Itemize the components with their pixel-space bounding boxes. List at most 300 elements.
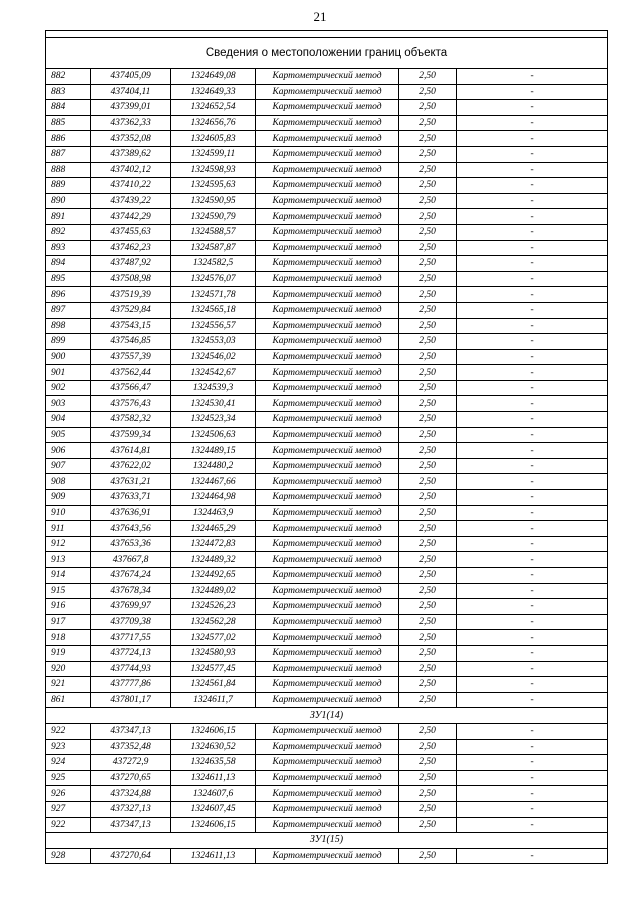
x-coordinate-cell: 437399,01 xyxy=(91,100,171,116)
method-cell: Картометрический метод xyxy=(256,614,399,630)
point-number-cell: 928 xyxy=(46,848,91,864)
point-number-cell: 890 xyxy=(46,193,91,209)
method-cell: Картометрический метод xyxy=(256,115,399,131)
table-row xyxy=(46,302,608,318)
table-row xyxy=(46,396,608,412)
description-cell: - xyxy=(457,271,608,287)
point-number-cell: 911 xyxy=(46,521,91,537)
table-row xyxy=(46,427,608,443)
precision-cell: 2,50 xyxy=(399,848,457,864)
y-coordinate-cell: 1324611,13 xyxy=(171,770,256,786)
description-cell: - xyxy=(457,458,608,474)
x-coordinate-cell: 437410,22 xyxy=(91,178,171,194)
description-cell: - xyxy=(457,396,608,412)
point-number-cell: 899 xyxy=(46,334,91,350)
table-row xyxy=(46,552,608,568)
x-coordinate-cell: 437352,48 xyxy=(91,739,171,755)
method-cell: Картометрический метод xyxy=(256,146,399,162)
point-number-cell: 907 xyxy=(46,458,91,474)
y-coordinate-cell: 1324526,23 xyxy=(171,599,256,615)
x-coordinate-cell: 437643,56 xyxy=(91,521,171,537)
method-cell: Картометрический метод xyxy=(256,224,399,240)
y-coordinate-cell: 1324546,02 xyxy=(171,349,256,365)
precision-cell: 2,50 xyxy=(399,115,457,131)
table-row xyxy=(46,178,608,194)
x-coordinate-cell: 437744,93 xyxy=(91,661,171,677)
precision-cell: 2,50 xyxy=(399,427,457,443)
precision-cell: 2,50 xyxy=(399,614,457,630)
precision-cell: 2,50 xyxy=(399,692,457,708)
description-cell: - xyxy=(457,614,608,630)
point-number-cell: 905 xyxy=(46,427,91,443)
description-cell: - xyxy=(457,755,608,771)
method-cell: Картометрический метод xyxy=(256,521,399,537)
precision-cell: 2,50 xyxy=(399,755,457,771)
x-coordinate-cell: 437614,81 xyxy=(91,443,171,459)
precision-cell: 2,50 xyxy=(399,69,457,85)
point-number-cell: 886 xyxy=(46,131,91,147)
point-number-cell: 916 xyxy=(46,599,91,615)
y-coordinate-cell: 1324606,15 xyxy=(171,723,256,739)
table-row xyxy=(46,755,608,771)
precision-cell: 2,50 xyxy=(399,287,457,303)
table-row xyxy=(46,599,608,615)
x-coordinate-cell: 437272,9 xyxy=(91,755,171,771)
description-cell: - xyxy=(457,162,608,178)
y-coordinate-cell: 1324556,57 xyxy=(171,318,256,334)
table-title: Сведения о местоположении границ объекта xyxy=(46,38,608,69)
precision-cell: 2,50 xyxy=(399,318,457,334)
point-number-cell: 883 xyxy=(46,84,91,100)
method-cell: Картометрический метод xyxy=(256,84,399,100)
x-coordinate-cell: 437462,23 xyxy=(91,240,171,256)
y-coordinate-cell: 1324588,57 xyxy=(171,224,256,240)
precision-cell: 2,50 xyxy=(399,380,457,396)
method-cell: Картометрический метод xyxy=(256,100,399,116)
y-coordinate-cell: 1324463,9 xyxy=(171,505,256,521)
table-row xyxy=(46,458,608,474)
x-coordinate-cell: 437674,24 xyxy=(91,568,171,584)
method-cell: Картометрический метод xyxy=(256,318,399,334)
description-cell: - xyxy=(457,630,608,646)
table-row xyxy=(46,630,608,646)
y-coordinate-cell: 1324562,28 xyxy=(171,614,256,630)
y-coordinate-cell: 1324472,83 xyxy=(171,536,256,552)
point-number-cell: 901 xyxy=(46,365,91,381)
description-cell: - xyxy=(457,365,608,381)
description-cell: - xyxy=(457,739,608,755)
method-cell: Картометрический метод xyxy=(256,349,399,365)
table-row xyxy=(46,334,608,350)
table-title-row xyxy=(46,38,608,69)
precision-cell: 2,50 xyxy=(399,630,457,646)
precision-cell: 2,50 xyxy=(399,801,457,817)
point-number-cell: 884 xyxy=(46,100,91,116)
description-cell: - xyxy=(457,349,608,365)
description-cell: - xyxy=(457,443,608,459)
description-cell: - xyxy=(457,552,608,568)
method-cell: Картометрический метод xyxy=(256,490,399,506)
y-coordinate-cell: 1324492,65 xyxy=(171,568,256,584)
x-coordinate-cell: 437405,09 xyxy=(91,69,171,85)
description-cell: - xyxy=(457,209,608,225)
point-number-cell: 922 xyxy=(46,817,91,833)
description-cell: - xyxy=(457,84,608,100)
point-number-cell: 921 xyxy=(46,677,91,693)
point-number-cell: 893 xyxy=(46,240,91,256)
y-coordinate-cell: 1324611,13 xyxy=(171,848,256,864)
point-number-cell: 923 xyxy=(46,739,91,755)
x-coordinate-cell: 437777,86 xyxy=(91,677,171,693)
y-coordinate-cell: 1324489,02 xyxy=(171,583,256,599)
description-cell: - xyxy=(457,131,608,147)
y-coordinate-cell: 1324539,3 xyxy=(171,380,256,396)
table-row xyxy=(46,412,608,428)
point-number-cell: 924 xyxy=(46,755,91,771)
method-cell: Картометрический метод xyxy=(256,334,399,350)
point-number-cell: 922 xyxy=(46,723,91,739)
x-coordinate-cell: 437562,44 xyxy=(91,365,171,381)
point-number-cell: 861 xyxy=(46,692,91,708)
precision-cell: 2,50 xyxy=(399,162,457,178)
point-number-cell: 917 xyxy=(46,614,91,630)
method-cell: Картометрический метод xyxy=(256,240,399,256)
table-row xyxy=(46,240,608,256)
point-number-cell: 894 xyxy=(46,256,91,272)
precision-cell: 2,50 xyxy=(399,193,457,209)
precision-cell: 2,50 xyxy=(399,739,457,755)
point-number-cell: 903 xyxy=(46,396,91,412)
x-coordinate-cell: 437801,17 xyxy=(91,692,171,708)
method-cell: Картометрический метод xyxy=(256,661,399,677)
precision-cell: 2,50 xyxy=(399,505,457,521)
x-coordinate-cell: 437636,91 xyxy=(91,505,171,521)
description-cell: - xyxy=(457,256,608,272)
precision-cell: 2,50 xyxy=(399,786,457,802)
x-coordinate-cell: 437508,98 xyxy=(91,271,171,287)
method-cell: Картометрический метод xyxy=(256,412,399,428)
description-cell: - xyxy=(457,193,608,209)
precision-cell: 2,50 xyxy=(399,256,457,272)
y-coordinate-cell: 1324561,84 xyxy=(171,677,256,693)
x-coordinate-cell: 437724,13 xyxy=(91,645,171,661)
description-cell: - xyxy=(457,786,608,802)
x-coordinate-cell: 437582,32 xyxy=(91,412,171,428)
description-cell: - xyxy=(457,334,608,350)
method-cell: Картометрический метод xyxy=(256,677,399,693)
description-cell: - xyxy=(457,380,608,396)
method-cell: Картометрический метод xyxy=(256,536,399,552)
method-cell: Картометрический метод xyxy=(256,583,399,599)
description-cell: - xyxy=(457,318,608,334)
x-coordinate-cell: 437389,62 xyxy=(91,146,171,162)
precision-cell: 2,50 xyxy=(399,536,457,552)
description-cell: - xyxy=(457,568,608,584)
precision-cell: 2,50 xyxy=(399,677,457,693)
point-number-cell: 910 xyxy=(46,505,91,521)
method-cell: Картометрический метод xyxy=(256,380,399,396)
point-number-cell: 888 xyxy=(46,162,91,178)
y-coordinate-cell: 1324523,34 xyxy=(171,412,256,428)
method-cell: Картометрический метод xyxy=(256,755,399,771)
table-row xyxy=(46,318,608,334)
section-label: ЗУ1(14) xyxy=(46,708,608,724)
precision-cell: 2,50 xyxy=(399,521,457,537)
table-row xyxy=(46,848,608,864)
y-coordinate-cell: 1324506,63 xyxy=(171,427,256,443)
precision-cell: 2,50 xyxy=(399,474,457,490)
description-cell: - xyxy=(457,69,608,85)
table-row xyxy=(46,100,608,116)
point-number-cell: 913 xyxy=(46,552,91,568)
point-number-cell: 915 xyxy=(46,583,91,599)
table-row xyxy=(46,224,608,240)
table-row xyxy=(46,521,608,537)
table-row xyxy=(46,817,608,833)
y-coordinate-cell: 1324649,08 xyxy=(171,69,256,85)
description-cell: - xyxy=(457,723,608,739)
method-cell: Картометрический метод xyxy=(256,770,399,786)
precision-cell: 2,50 xyxy=(399,240,457,256)
method-cell: Картометрический метод xyxy=(256,552,399,568)
description-cell: - xyxy=(457,412,608,428)
section-label: ЗУ1(15) xyxy=(46,833,608,849)
point-number-cell: 926 xyxy=(46,786,91,802)
precision-cell: 2,50 xyxy=(399,552,457,568)
table-row xyxy=(46,490,608,506)
y-coordinate-cell: 1324652,54 xyxy=(171,100,256,116)
point-number-cell: 902 xyxy=(46,380,91,396)
table-row xyxy=(46,84,608,100)
description-cell: - xyxy=(457,146,608,162)
y-coordinate-cell: 1324465,29 xyxy=(171,521,256,537)
y-coordinate-cell: 1324611,7 xyxy=(171,692,256,708)
description-cell: - xyxy=(457,100,608,116)
precision-cell: 2,50 xyxy=(399,178,457,194)
precision-cell: 2,50 xyxy=(399,458,457,474)
x-coordinate-cell: 437699,97 xyxy=(91,599,171,615)
method-cell: Картометрический метод xyxy=(256,505,399,521)
x-coordinate-cell: 437576,43 xyxy=(91,396,171,412)
precision-cell: 2,50 xyxy=(399,302,457,318)
precision-cell: 2,50 xyxy=(399,209,457,225)
y-coordinate-cell: 1324576,07 xyxy=(171,271,256,287)
precision-cell: 2,50 xyxy=(399,224,457,240)
point-number-cell: 925 xyxy=(46,770,91,786)
y-coordinate-cell: 1324599,11 xyxy=(171,146,256,162)
precision-cell: 2,50 xyxy=(399,645,457,661)
y-coordinate-cell: 1324590,79 xyxy=(171,209,256,225)
x-coordinate-cell: 437566,47 xyxy=(91,380,171,396)
point-number-cell: 909 xyxy=(46,490,91,506)
table-row xyxy=(46,661,608,677)
precision-cell: 2,50 xyxy=(399,334,457,350)
x-coordinate-cell: 437327,13 xyxy=(91,801,171,817)
point-number-cell: 891 xyxy=(46,209,91,225)
method-cell: Картометрический метод xyxy=(256,178,399,194)
table-row xyxy=(46,583,608,599)
x-coordinate-cell: 437557,39 xyxy=(91,349,171,365)
y-coordinate-cell: 1324571,78 xyxy=(171,287,256,303)
description-cell: - xyxy=(457,287,608,303)
x-coordinate-cell: 437270,64 xyxy=(91,848,171,864)
point-number-cell: 918 xyxy=(46,630,91,646)
description-cell: - xyxy=(457,240,608,256)
method-cell: Картометрический метод xyxy=(256,256,399,272)
precision-cell: 2,50 xyxy=(399,146,457,162)
y-coordinate-cell: 1324607,6 xyxy=(171,786,256,802)
precision-cell: 2,50 xyxy=(399,661,457,677)
table-row xyxy=(46,193,608,209)
table-row xyxy=(46,162,608,178)
method-cell: Картометрический метод xyxy=(256,474,399,490)
method-cell: Картометрический метод xyxy=(256,271,399,287)
point-number-cell: 895 xyxy=(46,271,91,287)
y-coordinate-cell: 1324649,33 xyxy=(171,84,256,100)
y-coordinate-cell: 1324580,93 xyxy=(171,645,256,661)
point-number-cell: 914 xyxy=(46,568,91,584)
method-cell: Картометрический метод xyxy=(256,365,399,381)
x-coordinate-cell: 437667,8 xyxy=(91,552,171,568)
point-number-cell: 889 xyxy=(46,178,91,194)
method-cell: Картометрический метод xyxy=(256,786,399,802)
method-cell: Картометрический метод xyxy=(256,568,399,584)
description-cell: - xyxy=(457,770,608,786)
table-row xyxy=(46,536,608,552)
x-coordinate-cell: 437270,65 xyxy=(91,770,171,786)
x-coordinate-cell: 437324,88 xyxy=(91,786,171,802)
point-number-cell: 896 xyxy=(46,287,91,303)
y-coordinate-cell: 1324464,98 xyxy=(171,490,256,506)
table-row xyxy=(46,801,608,817)
section-header-row xyxy=(46,833,608,849)
y-coordinate-cell: 1324467,66 xyxy=(171,474,256,490)
method-cell: Картометрический метод xyxy=(256,131,399,147)
method-cell: Картометрический метод xyxy=(256,209,399,225)
description-cell: - xyxy=(457,848,608,864)
y-coordinate-cell: 1324489,32 xyxy=(171,552,256,568)
point-number-cell: 882 xyxy=(46,69,91,85)
table-row xyxy=(46,115,608,131)
y-coordinate-cell: 1324577,45 xyxy=(171,661,256,677)
precision-cell: 2,50 xyxy=(399,131,457,147)
method-cell: Картометрический метод xyxy=(256,443,399,459)
method-cell: Картометрический метод xyxy=(256,645,399,661)
method-cell: Картометрический метод xyxy=(256,458,399,474)
precision-cell: 2,50 xyxy=(399,583,457,599)
table-row xyxy=(46,614,608,630)
description-cell: - xyxy=(457,677,608,693)
table-row xyxy=(46,131,608,147)
description-cell: - xyxy=(457,583,608,599)
point-number-cell: 920 xyxy=(46,661,91,677)
x-coordinate-cell: 437442,29 xyxy=(91,209,171,225)
precision-cell: 2,50 xyxy=(399,100,457,116)
method-cell: Картометрический метод xyxy=(256,848,399,864)
precision-cell: 2,50 xyxy=(399,443,457,459)
point-number-cell: 919 xyxy=(46,645,91,661)
point-number-cell: 900 xyxy=(46,349,91,365)
description-cell: - xyxy=(457,224,608,240)
y-coordinate-cell: 1324542,67 xyxy=(171,365,256,381)
y-coordinate-cell: 1324489,15 xyxy=(171,443,256,459)
x-coordinate-cell: 437352,08 xyxy=(91,131,171,147)
x-coordinate-cell: 437717,55 xyxy=(91,630,171,646)
description-cell: - xyxy=(457,427,608,443)
point-number-cell: 906 xyxy=(46,443,91,459)
x-coordinate-cell: 437653,36 xyxy=(91,536,171,552)
method-cell: Картометрический метод xyxy=(256,396,399,412)
y-coordinate-cell: 1324582,5 xyxy=(171,256,256,272)
description-cell: - xyxy=(457,474,608,490)
table-row xyxy=(46,645,608,661)
description-cell: - xyxy=(457,661,608,677)
x-coordinate-cell: 437709,38 xyxy=(91,614,171,630)
method-cell: Картометрический метод xyxy=(256,723,399,739)
table-row xyxy=(46,723,608,739)
x-coordinate-cell: 437455,63 xyxy=(91,224,171,240)
y-coordinate-cell: 1324606,15 xyxy=(171,817,256,833)
precision-cell: 2,50 xyxy=(399,84,457,100)
precision-cell: 2,50 xyxy=(399,723,457,739)
point-number-cell: 912 xyxy=(46,536,91,552)
table-spacer-row xyxy=(46,31,608,38)
y-coordinate-cell: 1324630,52 xyxy=(171,739,256,755)
table-row xyxy=(46,146,608,162)
spacer-cell xyxy=(46,31,608,38)
precision-cell: 2,50 xyxy=(399,349,457,365)
method-cell: Картометрический метод xyxy=(256,287,399,303)
table-row xyxy=(46,287,608,303)
method-cell: Картометрический метод xyxy=(256,69,399,85)
y-coordinate-cell: 1324598,93 xyxy=(171,162,256,178)
x-coordinate-cell: 437622,02 xyxy=(91,458,171,474)
table-row xyxy=(46,256,608,272)
description-cell: - xyxy=(457,178,608,194)
method-cell: Картометрический метод xyxy=(256,817,399,833)
table-row xyxy=(46,474,608,490)
precision-cell: 2,50 xyxy=(399,817,457,833)
x-coordinate-cell: 437347,13 xyxy=(91,817,171,833)
description-cell: - xyxy=(457,521,608,537)
precision-cell: 2,50 xyxy=(399,396,457,412)
point-number-cell: 927 xyxy=(46,801,91,817)
x-coordinate-cell: 437633,71 xyxy=(91,490,171,506)
x-coordinate-cell: 437439,22 xyxy=(91,193,171,209)
description-cell: - xyxy=(457,490,608,506)
point-number-cell: 885 xyxy=(46,115,91,131)
point-number-cell: 898 xyxy=(46,318,91,334)
y-coordinate-cell: 1324565,18 xyxy=(171,302,256,318)
x-coordinate-cell: 437678,34 xyxy=(91,583,171,599)
description-cell: - xyxy=(457,505,608,521)
x-coordinate-cell: 437529,84 xyxy=(91,302,171,318)
method-cell: Картометрический метод xyxy=(256,739,399,755)
x-coordinate-cell: 437402,12 xyxy=(91,162,171,178)
x-coordinate-cell: 437347,13 xyxy=(91,723,171,739)
description-cell: - xyxy=(457,302,608,318)
y-coordinate-cell: 1324587,87 xyxy=(171,240,256,256)
x-coordinate-cell: 437404,11 xyxy=(91,84,171,100)
y-coordinate-cell: 1324656,76 xyxy=(171,115,256,131)
description-cell: - xyxy=(457,801,608,817)
precision-cell: 2,50 xyxy=(399,365,457,381)
description-cell: - xyxy=(457,817,608,833)
point-number-cell: 887 xyxy=(46,146,91,162)
method-cell: Картометрический метод xyxy=(256,162,399,178)
x-coordinate-cell: 437546,85 xyxy=(91,334,171,350)
point-number-cell: 908 xyxy=(46,474,91,490)
